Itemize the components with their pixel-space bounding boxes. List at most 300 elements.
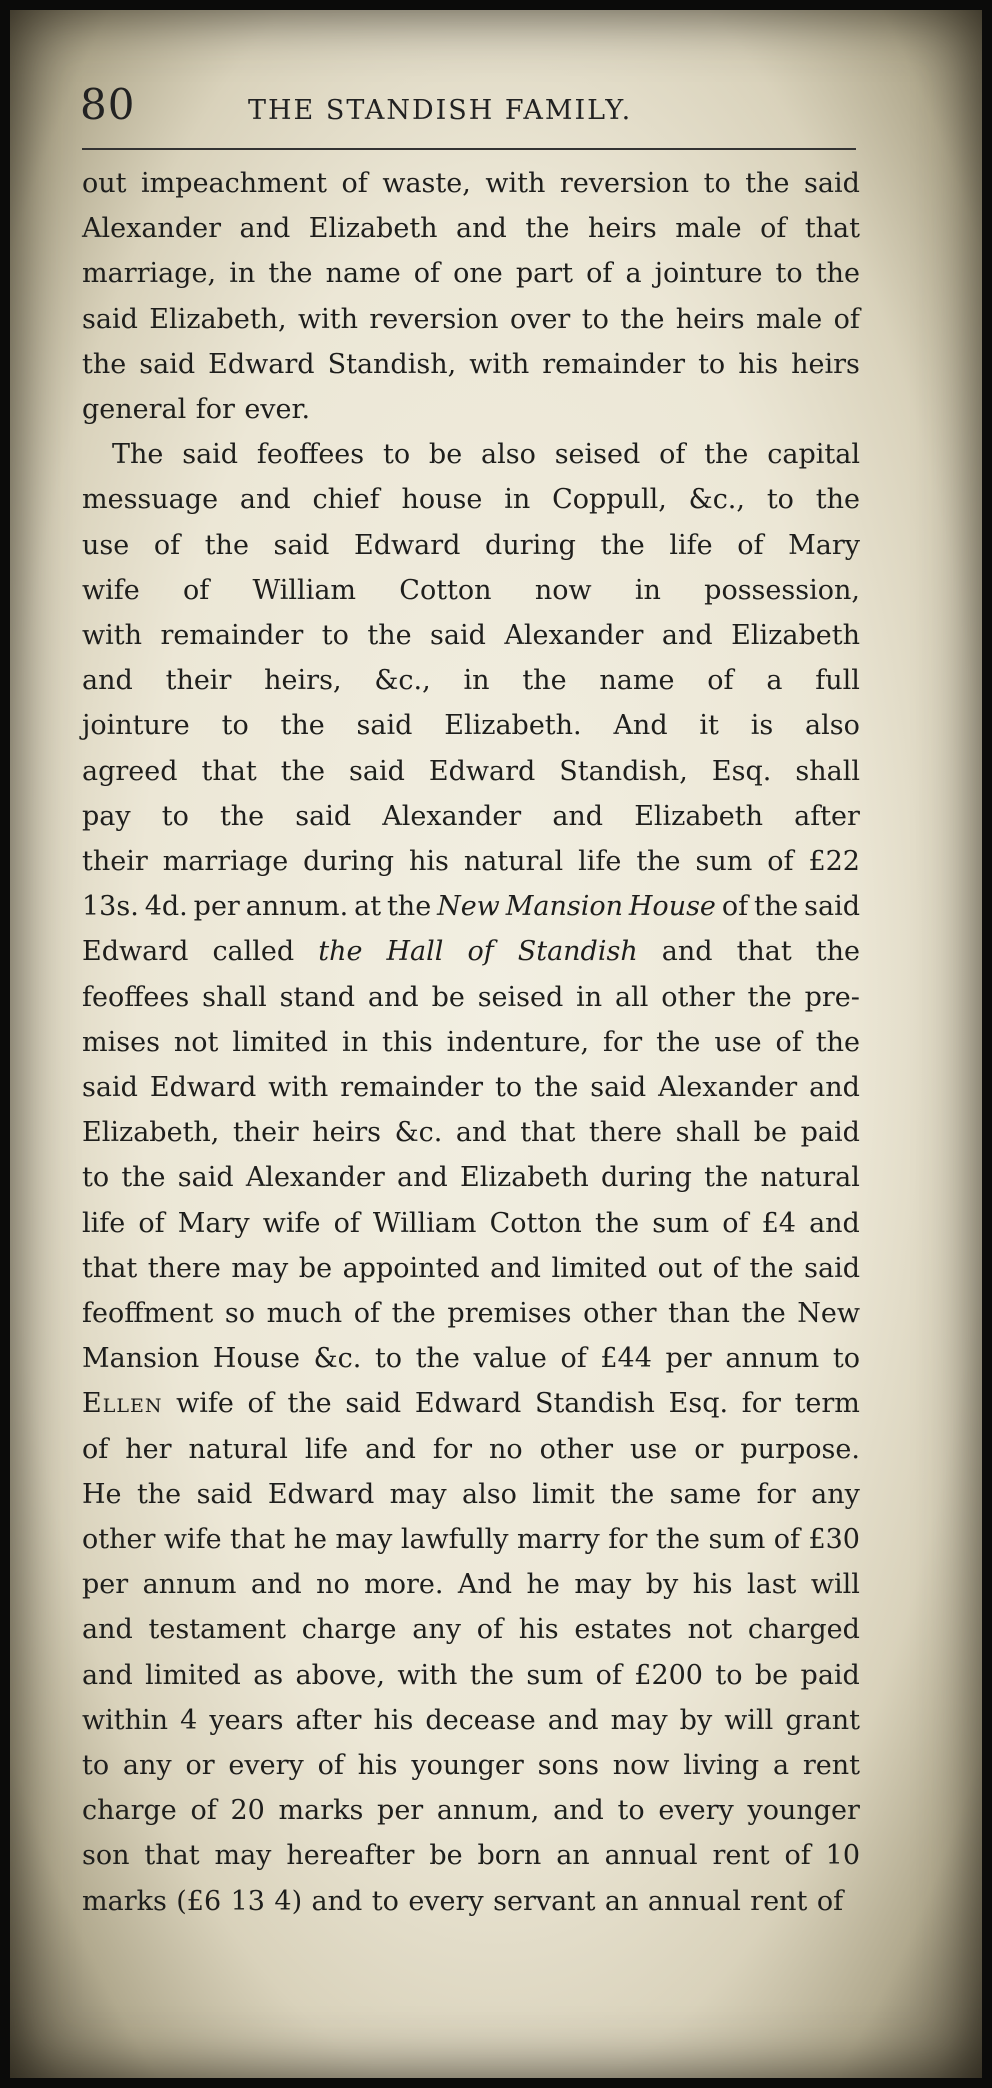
word: to — [161, 800, 189, 832]
word: for — [741, 1388, 781, 1420]
word: their — [232, 1117, 299, 1149]
word: jointure — [82, 710, 190, 742]
word: above, — [295, 1659, 385, 1691]
word: to — [374, 1343, 403, 1375]
word: within — [82, 1704, 169, 1736]
word: any — [811, 1478, 860, 1510]
text-line — [82, 665, 860, 711]
word: heirs — [312, 1117, 382, 1149]
text-line — [82, 484, 860, 530]
word: natural — [188, 1433, 288, 1465]
word: of — [784, 1840, 811, 1872]
word: also — [481, 439, 536, 471]
word: at — [354, 891, 382, 923]
word: stand — [279, 981, 356, 1013]
word: the — [280, 755, 325, 787]
word: be — [298, 1252, 333, 1284]
word: the — [600, 529, 645, 561]
header-rule — [82, 148, 856, 150]
word: other — [82, 1524, 156, 1555]
word: and — [490, 1252, 541, 1284]
word: feoffment — [82, 1298, 214, 1329]
word: heirs — [791, 348, 860, 380]
word: wife — [163, 1524, 222, 1555]
word: the — [82, 348, 127, 380]
word: remainder — [340, 1072, 484, 1103]
word: the — [525, 213, 570, 245]
word: Hall — [386, 936, 444, 968]
word: the — [753, 891, 799, 923]
word: possession, — [704, 574, 860, 606]
word: Ellen — [82, 1388, 163, 1420]
word: The — [112, 439, 164, 471]
word: rent — [750, 1885, 808, 1917]
word: pay — [82, 800, 131, 832]
text-line — [82, 1162, 860, 1208]
word: every — [658, 1795, 734, 1827]
word: 13s. — [82, 891, 139, 923]
word: shall — [795, 755, 860, 787]
word: Standish, — [327, 348, 457, 380]
word: annum — [725, 1343, 820, 1375]
word: the — [815, 258, 860, 290]
word: feoffees — [82, 981, 190, 1013]
text-line — [82, 846, 860, 892]
word: his — [738, 348, 779, 380]
word: be — [754, 1659, 789, 1691]
word: Elizabeth — [460, 1162, 589, 1194]
word: Edward — [354, 529, 461, 561]
text-line — [82, 1298, 860, 1344]
word: general — [82, 394, 187, 425]
word: Alexander — [658, 1072, 798, 1103]
word: for — [195, 394, 235, 425]
word: an — [556, 1840, 590, 1872]
text-line — [82, 1840, 860, 1886]
word: sum — [652, 1207, 710, 1239]
word: to — [371, 1885, 399, 1917]
word: life — [578, 846, 622, 877]
word: Edward — [149, 1072, 257, 1103]
word: not — [173, 1026, 219, 1058]
word: annum, — [436, 1795, 540, 1827]
word: the — [204, 529, 249, 561]
word: Alexander — [82, 213, 221, 245]
text-line — [82, 1660, 860, 1706]
word: 4d. — [144, 891, 188, 923]
word: Standish, — [559, 755, 688, 787]
word: the — [534, 1072, 579, 1103]
word: use — [714, 1026, 762, 1058]
word: marriage, — [82, 258, 217, 290]
word: And — [613, 710, 668, 742]
word: same — [669, 1478, 742, 1510]
word: may — [574, 1569, 632, 1601]
word: the — [415, 1343, 460, 1375]
text-line — [82, 1117, 860, 1163]
word: shall — [675, 1117, 741, 1149]
word: Standish — [517, 936, 638, 968]
word: in — [576, 981, 603, 1013]
word: charge — [301, 1614, 397, 1646]
word: that — [804, 213, 860, 245]
word: testament — [148, 1614, 286, 1646]
word: out — [657, 1252, 703, 1284]
word: Coppull, — [552, 484, 667, 516]
word: and — [367, 981, 419, 1013]
word: male — [675, 213, 742, 245]
word: their — [82, 846, 148, 877]
word: Esq. — [711, 755, 772, 787]
word: charged — [747, 1614, 860, 1646]
word: grant — [785, 1704, 860, 1736]
text-line — [112, 439, 860, 485]
word: charge — [82, 1795, 177, 1827]
word: or — [185, 1750, 215, 1781]
word: £30 — [808, 1524, 860, 1555]
word: of — [82, 1433, 109, 1465]
word: be — [429, 1840, 463, 1872]
word: and — [809, 1207, 860, 1239]
word: £200 — [634, 1659, 703, 1691]
word: New — [437, 891, 500, 923]
word: seised — [477, 981, 564, 1013]
word: that — [144, 1840, 200, 1872]
word: lawfully — [400, 1524, 509, 1555]
word: of — [467, 936, 494, 968]
text-line — [82, 1705, 860, 1751]
word: in — [634, 574, 661, 606]
word: of — [721, 891, 749, 923]
word: use — [630, 1433, 678, 1465]
word: sons — [537, 1750, 599, 1781]
word: to — [715, 1659, 743, 1691]
word: wife — [262, 1207, 321, 1239]
word: the — [219, 800, 265, 832]
word: limited — [145, 1659, 241, 1691]
word: every — [228, 1750, 304, 1781]
word: Alexander — [504, 620, 644, 651]
word: of — [767, 846, 794, 877]
word: to — [766, 484, 794, 516]
word: the — [391, 1298, 436, 1329]
word: years — [209, 1704, 284, 1736]
word: the — [749, 1252, 794, 1284]
word: and — [456, 213, 507, 245]
word: estates — [574, 1614, 672, 1646]
word: 13 — [230, 1885, 265, 1917]
word: marks — [82, 1885, 167, 1917]
word: of — [760, 213, 787, 245]
text-line — [82, 1343, 860, 1389]
word: it — [699, 710, 719, 742]
text-line — [82, 168, 860, 214]
word: annum — [142, 1569, 237, 1601]
word: an — [604, 1885, 639, 1917]
word: over — [509, 303, 571, 335]
word: 10 — [825, 1840, 860, 1872]
word: that — [201, 755, 257, 787]
word: for — [603, 1026, 643, 1058]
word: of — [707, 665, 734, 697]
word: the — [594, 1207, 640, 1239]
word: the — [121, 1162, 166, 1194]
word: his — [692, 1569, 733, 1601]
word: natural — [463, 846, 564, 877]
word: with — [268, 1072, 329, 1103]
word: called — [212, 936, 295, 968]
text-line — [82, 710, 860, 756]
word: during — [303, 846, 395, 877]
text-line — [82, 1569, 860, 1615]
word: the — [136, 1478, 182, 1510]
word: may — [389, 1478, 447, 1510]
text-line — [82, 1614, 860, 1660]
word: per — [193, 891, 240, 923]
word: impeachment — [141, 168, 327, 199]
word: (£6 — [176, 1885, 222, 1917]
word: decease — [425, 1704, 536, 1736]
word: said — [295, 800, 352, 832]
word: purpose. — [740, 1433, 860, 1465]
word: younger — [747, 1795, 860, 1827]
word: the — [704, 1162, 749, 1194]
word: the — [655, 1524, 701, 1555]
word: per — [665, 1343, 712, 1375]
word: is — [750, 710, 774, 742]
word: the — [386, 891, 432, 923]
word: seised — [554, 439, 641, 471]
word: of — [247, 1388, 274, 1420]
text-line — [82, 1027, 860, 1073]
word: Esq. — [668, 1388, 729, 1420]
word: in — [341, 1026, 368, 1058]
word: there — [147, 1252, 221, 1284]
text-line — [82, 756, 860, 802]
word: the — [367, 620, 412, 651]
word: sum — [526, 1659, 584, 1691]
word: indenture, — [446, 1026, 590, 1058]
word: &c., — [374, 665, 431, 697]
word: of — [712, 1252, 739, 1284]
word: name — [325, 258, 401, 290]
word: he — [526, 1569, 560, 1601]
word: that — [520, 1117, 576, 1149]
word: said — [82, 1072, 138, 1103]
word: He — [82, 1478, 122, 1510]
word: messuage — [82, 484, 219, 516]
word: or — [694, 1433, 724, 1465]
word: and — [82, 1614, 133, 1646]
word: Elizabeth — [731, 620, 860, 651]
word: Elizabeth, — [82, 1117, 220, 1149]
text-line — [82, 891, 860, 937]
word: Elizabeth — [634, 800, 763, 832]
word: said — [348, 755, 405, 787]
word: and — [82, 665, 133, 697]
word: no — [316, 1569, 350, 1601]
word: annual — [604, 1840, 698, 1872]
word: of — [153, 529, 181, 561]
word: with — [298, 303, 359, 335]
word: the — [704, 439, 749, 471]
word: will — [724, 1704, 774, 1736]
running-title: THE STANDISH FAMILY. — [248, 95, 633, 126]
word: may — [335, 1524, 393, 1555]
word: to — [617, 1795, 645, 1827]
text-line — [82, 1886, 860, 1932]
word: remainder — [542, 348, 686, 380]
word: of — [413, 258, 441, 290]
word: shall — [202, 981, 267, 1013]
word: the — [610, 1478, 655, 1510]
word: may — [610, 1704, 668, 1736]
word: marriage — [162, 846, 289, 877]
word: of — [182, 574, 210, 606]
text-line — [82, 982, 860, 1028]
word: said — [196, 1478, 253, 1510]
word: wife — [82, 574, 140, 606]
word: per — [82, 1569, 129, 1601]
word: to — [382, 439, 411, 471]
word: out — [82, 168, 127, 199]
text-line — [82, 1524, 860, 1570]
word: the — [741, 1298, 786, 1329]
word: of — [341, 168, 368, 199]
word: said — [182, 439, 239, 471]
word: Edward — [208, 348, 315, 380]
word: life — [304, 1433, 349, 1465]
word: other — [583, 1298, 657, 1329]
word: jointure — [654, 258, 763, 290]
text-line — [82, 1072, 860, 1118]
word: hereafter — [286, 1840, 415, 1872]
word: living — [683, 1750, 760, 1781]
word: be — [431, 981, 465, 1013]
word: and — [661, 936, 713, 968]
word: and — [82, 1659, 133, 1691]
word: his — [408, 846, 449, 877]
text-line — [82, 620, 860, 666]
word: limited — [551, 1252, 648, 1284]
word: and — [553, 1795, 604, 1827]
word: per — [377, 1795, 424, 1827]
word: part — [515, 258, 573, 290]
word: and — [250, 1569, 302, 1601]
word: capital — [767, 439, 860, 471]
text-line — [82, 1253, 860, 1299]
word: said — [804, 891, 860, 923]
word: so — [224, 1298, 255, 1329]
word: that — [82, 1252, 138, 1284]
word: in — [504, 484, 531, 516]
word: marks — [278, 1795, 364, 1827]
text-line — [82, 1750, 860, 1796]
word: said — [804, 1252, 860, 1284]
word: sum — [695, 846, 753, 877]
word: of — [595, 1659, 622, 1691]
word: 4 — [180, 1704, 198, 1736]
word: House — [628, 891, 716, 923]
word: rent — [712, 1840, 770, 1872]
word: he — [293, 1524, 327, 1555]
text-line — [82, 575, 860, 621]
word: and — [552, 800, 604, 832]
word: born — [477, 1840, 542, 1872]
word: a — [625, 258, 642, 290]
word: Edward — [267, 1478, 375, 1510]
word: limited — [232, 1026, 328, 1058]
word: said — [430, 620, 486, 651]
word: and — [547, 1704, 599, 1736]
word: to — [703, 168, 731, 199]
word: with — [82, 620, 142, 651]
word: &c. — [313, 1343, 362, 1375]
word: the — [815, 936, 860, 968]
word: and — [809, 1072, 860, 1103]
word: will — [810, 1569, 860, 1601]
word: Elizabeth — [308, 213, 438, 245]
word: heirs — [588, 213, 657, 245]
word: 4) — [274, 1885, 303, 1917]
word: name — [599, 665, 675, 697]
word: of — [586, 258, 613, 290]
word: during — [601, 1162, 692, 1194]
word: this — [381, 1026, 433, 1058]
word: of — [773, 1524, 801, 1555]
word: to — [321, 620, 349, 651]
text-line — [82, 394, 860, 440]
word: Standish — [534, 1388, 655, 1420]
word: ever. — [244, 394, 311, 425]
word: of — [775, 1026, 802, 1058]
word: full — [815, 665, 860, 697]
word: said — [345, 1388, 402, 1420]
word: of — [816, 1885, 844, 1917]
word: annum. — [245, 891, 349, 923]
word: mises — [82, 1026, 160, 1058]
word: of — [353, 1298, 380, 1329]
word: last — [746, 1569, 797, 1601]
word: the — [747, 981, 792, 1013]
word: Elizabeth. — [444, 710, 582, 742]
word: pre- — [804, 981, 860, 1013]
word: Edward — [428, 755, 536, 787]
word: Mansion — [82, 1343, 200, 1375]
word: of — [317, 1750, 344, 1781]
word: may — [214, 1840, 272, 1872]
word: value — [473, 1343, 547, 1375]
word: And — [457, 1569, 513, 1601]
word: their — [165, 665, 232, 697]
word: be — [753, 1117, 788, 1149]
word: in — [229, 258, 256, 290]
word: said — [804, 168, 860, 199]
word: for — [756, 1478, 796, 1510]
word: to — [82, 1162, 110, 1194]
word: life — [82, 1207, 126, 1239]
word: younger — [411, 1750, 524, 1781]
word: Edward — [414, 1388, 522, 1420]
word: for — [432, 1433, 473, 1465]
text-line — [82, 213, 860, 259]
word: Mansion — [505, 891, 623, 923]
word: after — [794, 800, 860, 832]
word: of — [333, 1207, 360, 1239]
word: during — [485, 529, 576, 561]
word: than — [668, 1298, 730, 1329]
word: reversion — [559, 168, 690, 199]
